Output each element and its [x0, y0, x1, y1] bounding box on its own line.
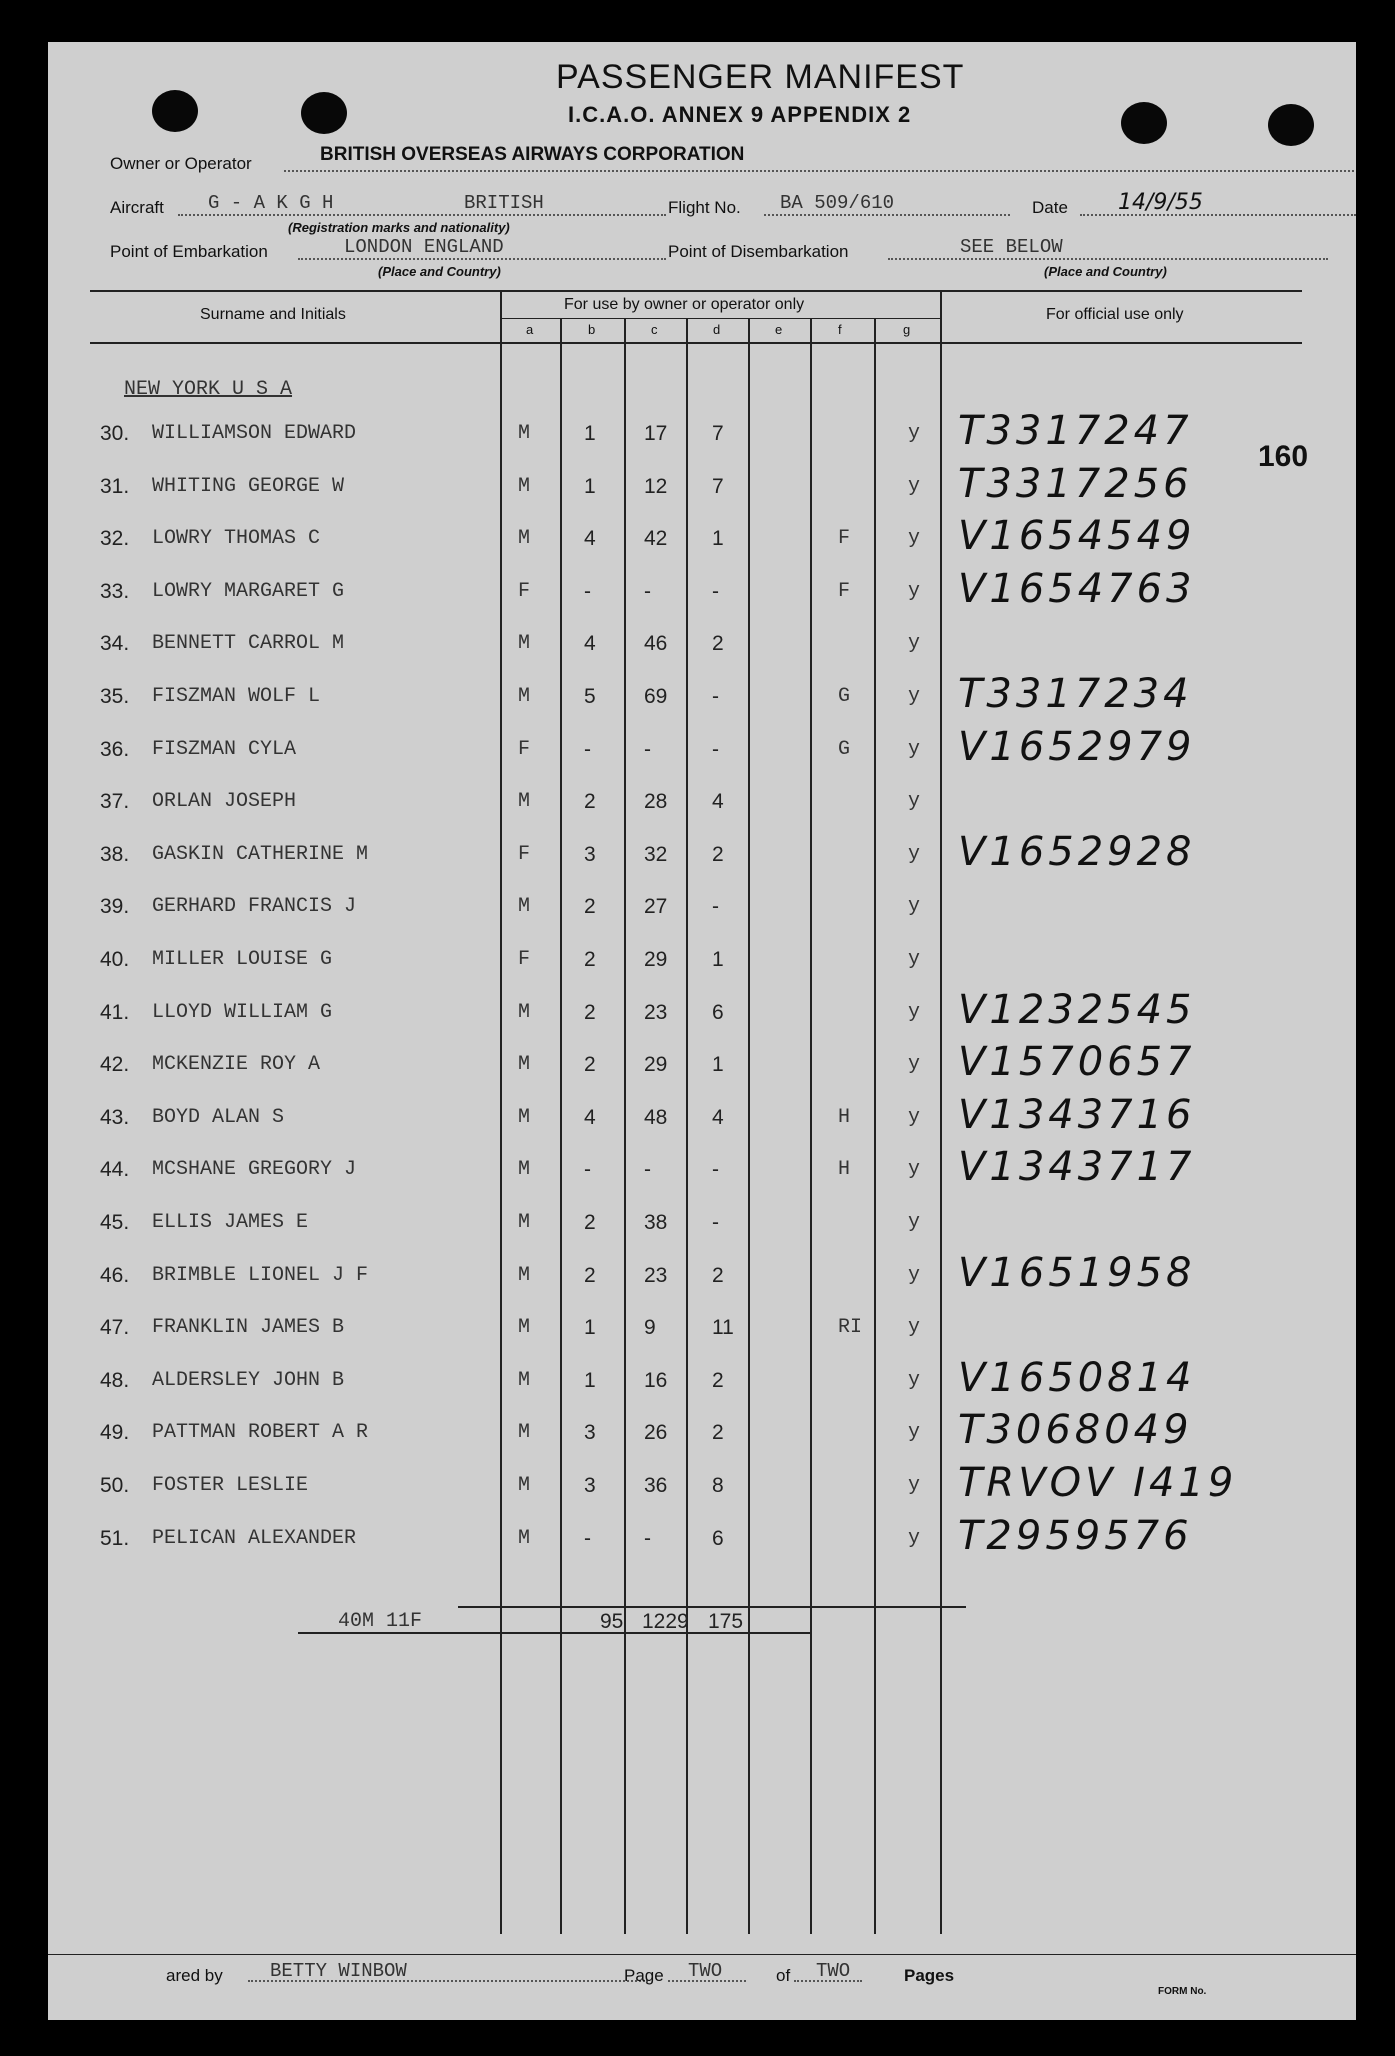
official-number: V1652928 — [958, 828, 1196, 875]
col-g: y — [908, 1316, 921, 1340]
row-number: 30. — [100, 422, 130, 445]
col-a-sex: M — [518, 474, 531, 498]
col-a-sex: M — [518, 1263, 531, 1287]
row-number: 50. — [100, 1474, 130, 1497]
row-number: 49. — [100, 1421, 130, 1445]
col-a-sex: M — [518, 1211, 531, 1234]
col-b: 2 — [584, 1053, 596, 1077]
col-b: 3 — [584, 1421, 596, 1445]
col-f: RI — [838, 1316, 863, 1340]
row-number: 32. — [100, 527, 130, 551]
col-b: - — [584, 737, 591, 761]
form-label: FORM No. — [1158, 1986, 1207, 1997]
col-d: 6 — [712, 1526, 724, 1550]
passenger-name: FRANKLIN JAMES B — [152, 1316, 345, 1340]
col-g: y — [908, 790, 921, 814]
col-g: y — [908, 737, 921, 761]
col-header-owner: For use by owner or operator only — [564, 296, 805, 313]
col-b: 1 — [584, 422, 596, 445]
col-g: y — [908, 1211, 921, 1234]
row-number: 34. — [100, 632, 130, 656]
col-f: G — [838, 737, 851, 761]
col-g: y — [908, 1105, 921, 1129]
col-b: 1 — [584, 474, 596, 498]
col-d: - — [712, 685, 719, 708]
table-column-rule — [810, 318, 812, 1934]
prepared-by-label: ared by — [166, 1966, 223, 1985]
col-c: 9 — [644, 1316, 656, 1340]
table-column-rule — [500, 290, 502, 1934]
col-c: - — [644, 579, 651, 603]
col-a-sex: M — [518, 790, 531, 814]
col-c: - — [644, 737, 651, 761]
col-a-sex: M — [518, 1474, 531, 1497]
page-title: PASSENGER MANIFEST — [556, 58, 965, 96]
col-c: 23 — [644, 1263, 668, 1287]
subcol-header-b: b — [588, 322, 596, 337]
col-d: 6 — [712, 1000, 724, 1024]
passenger-name: ORLAN JOSEPH — [152, 790, 297, 814]
passenger-name: LOWRY MARGARET G — [152, 579, 345, 603]
col-c: 38 — [644, 1211, 668, 1234]
col-g: y — [908, 527, 921, 551]
col-b: 2 — [584, 1263, 596, 1287]
subcol-header-e: e — [775, 322, 783, 337]
col-a-sex: M — [518, 1368, 531, 1392]
col-a-sex: M — [518, 1105, 531, 1129]
disembarkation-note: (Place and Country) — [1044, 264, 1167, 279]
row-number: 46. — [100, 1263, 130, 1287]
official-number: V1343717 — [958, 1144, 1196, 1191]
row-number: 45. — [100, 1211, 130, 1234]
col-d: 2 — [712, 1421, 724, 1445]
col-g: y — [908, 422, 921, 445]
col-g: y — [908, 1158, 921, 1182]
aircraft-value: G - A K G H — [208, 192, 334, 214]
col-d: 2 — [712, 842, 724, 866]
col-d: - — [712, 1211, 719, 1234]
of-value: TWO — [816, 1960, 851, 1982]
col-b: 3 — [584, 842, 596, 866]
col-c: 27 — [644, 895, 668, 919]
col-a-sex: M — [518, 1316, 531, 1340]
passenger-name: PATTMAN ROBERT A R — [152, 1421, 369, 1445]
disembarkation-label: Point of Disembarkation — [668, 242, 849, 261]
col-f: F — [838, 579, 851, 603]
col-d: 2 — [712, 632, 724, 656]
embarkation-note: (Place and Country) — [378, 264, 501, 279]
col-g: y — [908, 579, 921, 603]
official-number: T3317256 — [958, 460, 1193, 507]
passenger-name: BOYD ALAN S — [152, 1105, 285, 1129]
col-c: 42 — [644, 527, 668, 551]
col-d: 11 — [712, 1316, 734, 1340]
punch-hole-2 — [301, 92, 347, 134]
col-b: 4 — [584, 1105, 596, 1129]
col-b: 2 — [584, 1000, 596, 1024]
col-b: 2 — [584, 1211, 596, 1234]
table-column-rule — [748, 318, 750, 1934]
col-a-sex: M — [518, 1526, 531, 1550]
col-f: F — [838, 527, 851, 551]
totals-d: 175 — [708, 1610, 744, 1633]
subcol-header-c: c — [651, 322, 658, 337]
col-g: y — [908, 948, 921, 971]
pages-label: Pages — [904, 1966, 955, 1985]
passenger-name: BENNETT CARROL M — [152, 632, 345, 656]
col-a-sex: F — [518, 948, 531, 971]
col-b: 4 — [584, 632, 596, 656]
row-number: 43. — [100, 1105, 130, 1129]
date-value: 14/9/55 — [1118, 190, 1203, 215]
official-number: V1570657 — [958, 1039, 1196, 1086]
col-b: 4 — [584, 527, 596, 551]
official-number: T3317234 — [958, 671, 1193, 717]
official-number: T3317247 — [958, 408, 1193, 454]
col-g: y — [908, 685, 921, 708]
aircraft-note: (Registration marks and nationality) — [288, 220, 510, 235]
col-b: - — [584, 579, 591, 603]
passenger-name: LOWRY THOMAS C — [152, 527, 321, 551]
col-d: 1 — [712, 527, 724, 551]
col-b: 2 — [584, 895, 596, 919]
col-g: y — [908, 632, 921, 656]
subcol-header-d: d — [713, 322, 721, 337]
official-number: V1650814 — [958, 1354, 1196, 1401]
totals-c: 1229 — [642, 1610, 689, 1633]
page-mark: 160 — [1258, 440, 1309, 473]
col-c: 17 — [644, 422, 668, 445]
embarkation-value: LONDON ENGLAND — [344, 236, 504, 258]
row-number: 44. — [100, 1158, 130, 1182]
row-number: 35. — [100, 685, 130, 708]
table-column-rule — [686, 318, 688, 1934]
col-d: - — [712, 895, 719, 919]
col-g: y — [908, 1368, 921, 1392]
col-d: 8 — [712, 1474, 724, 1497]
row-number: 42. — [100, 1053, 130, 1077]
prepared-by-value: BETTY WINBOW — [270, 1960, 407, 1982]
owner-value: BRITISH OVERSEAS AIRWAYS CORPORATION — [320, 144, 745, 165]
col-c: 32 — [644, 842, 668, 866]
col-g: y — [908, 1421, 921, 1445]
passenger-name: FISZMAN CYLA — [152, 737, 297, 761]
col-c: 46 — [644, 632, 668, 656]
col-c: 29 — [644, 1053, 668, 1077]
col-g: y — [908, 1526, 921, 1550]
official-number: T2959576 — [958, 1512, 1193, 1559]
punch-hole-4 — [1268, 104, 1314, 146]
official-number: V1652979 — [958, 723, 1196, 770]
official-number: V1651958 — [958, 1249, 1196, 1296]
official-number: V1343716 — [958, 1091, 1196, 1138]
destination-heading: NEW YORK U S A — [124, 378, 293, 401]
col-header-name: Surname and Initials — [200, 306, 346, 323]
row-number: 31. — [100, 474, 130, 498]
col-a-sex: F — [518, 737, 531, 761]
col-g: y — [908, 1000, 921, 1024]
col-d: 2 — [712, 1263, 724, 1287]
col-b: 5 — [584, 685, 596, 708]
col-b: 1 — [584, 1316, 596, 1340]
col-g: y — [908, 1474, 921, 1497]
row-number: 37. — [100, 790, 130, 814]
col-c: 36 — [644, 1474, 668, 1497]
page-value: TWO — [688, 1960, 723, 1982]
col-d: 2 — [712, 1368, 724, 1392]
punch-hole-3 — [1121, 102, 1167, 144]
official-number: TRVOV I419 — [958, 1460, 1238, 1506]
col-header-official: For official use only — [1046, 306, 1184, 323]
row-number: 38. — [100, 842, 130, 866]
passenger-name: LLOYD WILLIAM G — [152, 1000, 333, 1024]
col-a-sex: M — [518, 1158, 531, 1182]
flight-value: BA 509/610 — [780, 192, 895, 214]
row-number: 40. — [100, 948, 130, 971]
col-c: 26 — [644, 1421, 668, 1445]
col-g: y — [908, 895, 921, 919]
page-subtitle: I.C.A.O. ANNEX 9 APPENDIX 2 — [568, 102, 912, 127]
col-d: - — [712, 1158, 719, 1182]
col-c: 12 — [644, 474, 668, 498]
col-g: y — [908, 842, 921, 866]
col-a-sex: M — [518, 685, 531, 708]
col-c: 23 — [644, 1000, 668, 1024]
subcol-header-g: g — [903, 322, 911, 337]
passenger-name: GERHARD FRANCIS J — [152, 895, 357, 919]
passenger-name: MCSHANE GREGORY J — [152, 1158, 357, 1182]
col-f: H — [838, 1158, 851, 1182]
flight-label: Flight No. — [668, 198, 741, 217]
col-c: 29 — [644, 948, 668, 971]
col-a-sex: M — [518, 422, 531, 445]
passenger-name: BRIMBLE LIONEL J F — [152, 1263, 369, 1287]
owner-label: Owner or Operator — [110, 154, 252, 173]
passenger-name: FISZMAN WOLF L — [152, 685, 321, 708]
subcol-header-f: f — [838, 322, 842, 337]
official-number: V1654549 — [958, 513, 1196, 560]
page-label: Page — [624, 1966, 664, 1985]
row-number: 47. — [100, 1316, 130, 1340]
col-a-sex: M — [518, 895, 531, 919]
col-a-sex: M — [518, 1421, 531, 1445]
totals-b: 95 — [600, 1610, 624, 1633]
col-d: - — [712, 737, 719, 761]
table-column-rule — [874, 318, 876, 1934]
official-number: V1232545 — [958, 986, 1196, 1033]
col-d: - — [712, 579, 719, 603]
passenger-name: WILLIAMSON EDWARD — [152, 422, 357, 445]
col-c: - — [644, 1158, 651, 1182]
col-g: y — [908, 1053, 921, 1077]
table-column-rule — [560, 318, 562, 1934]
col-g: y — [908, 474, 921, 498]
col-c: 16 — [644, 1368, 668, 1392]
col-b: - — [584, 1526, 591, 1550]
disembarkation-value: SEE BELOW — [960, 236, 1063, 258]
passenger-name: MILLER LOUISE G — [152, 948, 333, 971]
row-number: 36. — [100, 737, 130, 761]
passenger-name: ALDERSLEY JOHN B — [152, 1368, 345, 1392]
col-a-sex: F — [518, 842, 531, 866]
col-d: 4 — [712, 1105, 724, 1129]
table-column-rule — [624, 318, 626, 1934]
col-a-sex: M — [518, 632, 531, 656]
date-label: Date — [1032, 198, 1068, 217]
passenger-name: FOSTER LESLIE — [152, 1474, 309, 1497]
col-c: 28 — [644, 790, 668, 814]
passenger-name: WHITING GEORGE W — [152, 474, 345, 498]
manifest-sheet — [48, 42, 1356, 2020]
table-column-rule — [940, 290, 942, 1934]
col-a-sex: M — [518, 527, 531, 551]
row-number: 48. — [100, 1368, 130, 1392]
col-b: 3 — [584, 1474, 596, 1497]
col-g: y — [908, 1263, 921, 1287]
row-number: 33. — [100, 579, 130, 603]
passenger-name: ELLIS JAMES E — [152, 1211, 309, 1234]
col-a-sex: F — [518, 579, 531, 603]
subcol-header-a: a — [526, 322, 534, 337]
col-b: - — [584, 1158, 591, 1182]
col-c: 48 — [644, 1105, 668, 1129]
col-a-sex: M — [518, 1053, 531, 1077]
col-c: - — [644, 1526, 651, 1550]
col-d: 7 — [712, 474, 724, 498]
aircraft-nationality: BRITISH — [464, 192, 544, 214]
aircraft-label: Aircraft — [110, 198, 164, 217]
col-d: 1 — [712, 1053, 724, 1077]
passenger-name: PELICAN ALEXANDER — [152, 1526, 357, 1550]
passenger-name: GASKIN CATHERINE M — [152, 842, 369, 866]
totals-label: 40M 11F — [338, 1610, 423, 1633]
row-number: 39. — [100, 895, 130, 919]
col-d: 1 — [712, 948, 724, 971]
col-a-sex: M — [518, 1000, 531, 1024]
col-b: 1 — [584, 1368, 596, 1392]
col-f: G — [838, 685, 851, 708]
col-c: 69 — [644, 685, 668, 708]
official-number: V1654763 — [958, 565, 1196, 612]
row-number: 51. — [100, 1526, 130, 1550]
official-number: T3068049 — [958, 1407, 1193, 1454]
col-b: 2 — [584, 790, 596, 814]
row-number: 41. — [100, 1000, 130, 1024]
col-b: 2 — [584, 948, 596, 971]
embarkation-label: Point of Embarkation — [110, 242, 268, 261]
col-f: H — [838, 1105, 851, 1129]
punch-hole-1 — [152, 90, 198, 132]
col-d: 7 — [712, 422, 724, 445]
of-label: of — [776, 1966, 791, 1985]
col-d: 4 — [712, 790, 724, 814]
passenger-name: MCKENZIE ROY A — [152, 1053, 321, 1077]
